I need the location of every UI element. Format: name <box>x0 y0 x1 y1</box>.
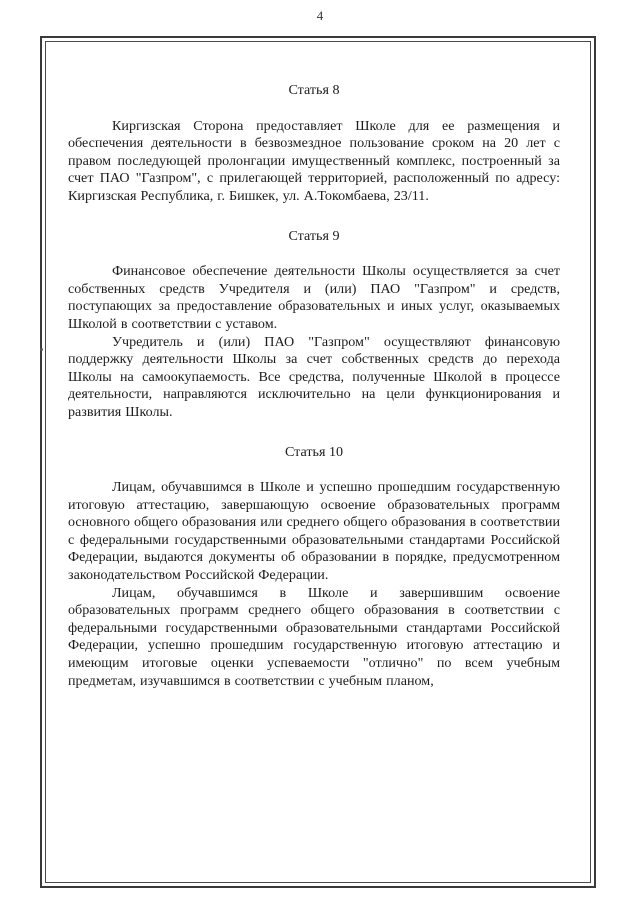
article-10-heading: Статья 10 <box>284 443 344 460</box>
document-body <box>68 82 560 690</box>
article-8-heading: Статья 8 <box>288 82 340 98</box>
page-number: 4 <box>316 8 324 23</box>
article-9-paragraph-1: Финансовое обеспечение деятельности Школы осуществляется за счет собственных средств Учредителя и (или) ПАО "Газпром" и средств, поступающих за предоставление образовательных и иных услуг, оказываемых Школой в соответствии с уставом. <box>68 263 560 332</box>
article-10 <box>68 444 560 691</box>
article-10-paragraph-1: Лицам, обучавшимся в Школе и успешно прошедшим государственную итоговую аттестацию, завершающую освоение образовательных программ основного общего образования или среднего общего образования в соответствии с федеральными государственными образовательными стандартами Российской Федерации, выдаются документы об образовании в порядке, предусмотренном законодательством Российской Федерации. <box>68 479 560 584</box>
article-9-heading: Статья 9 <box>288 227 340 244</box>
article-8-paragraph-1: Киргизская Сторона предоставляет Школе для ее размещения и обеспечения деятельности в безвозмездное пользование сроком на 20 лет с правом последующей пролонгации имущественный комплекс, построенный за счет ПАО "Газпром", с прилегающей территорией, расположенный по адресу: Киргизская Республика, г. Бишкек, ул. А.Токомбаева, 23/11. <box>68 117 560 204</box>
article-8 <box>68 82 560 206</box>
scan-mark <box>40 348 43 351</box>
article-9 <box>68 228 560 422</box>
article-10-paragraph-2: Лицам, обучавшимся в Школе и завершившим освоение образовательных программ среднего общего образования в соответствии с федеральными государственными образовательными стандартами Российской Федерации, успешно прошедшим государственную итоговую аттестацию и имеющим итоговые оценки успеваемости "отлично" по всем учебным предметам, изучавшимся в соответствии с учебным планом, <box>68 584 560 689</box>
article-9-paragraph-2: Учредитель и (или) ПАО "Газпром" осуществляют финансовую поддержку деятельности Школы за счет собственных средств до перехода Школы на самоокупаемость. Все средства, полученные Школой в процессе деятельности, направляются исключительно на цели функционирования и развития Школы. <box>68 333 560 420</box>
